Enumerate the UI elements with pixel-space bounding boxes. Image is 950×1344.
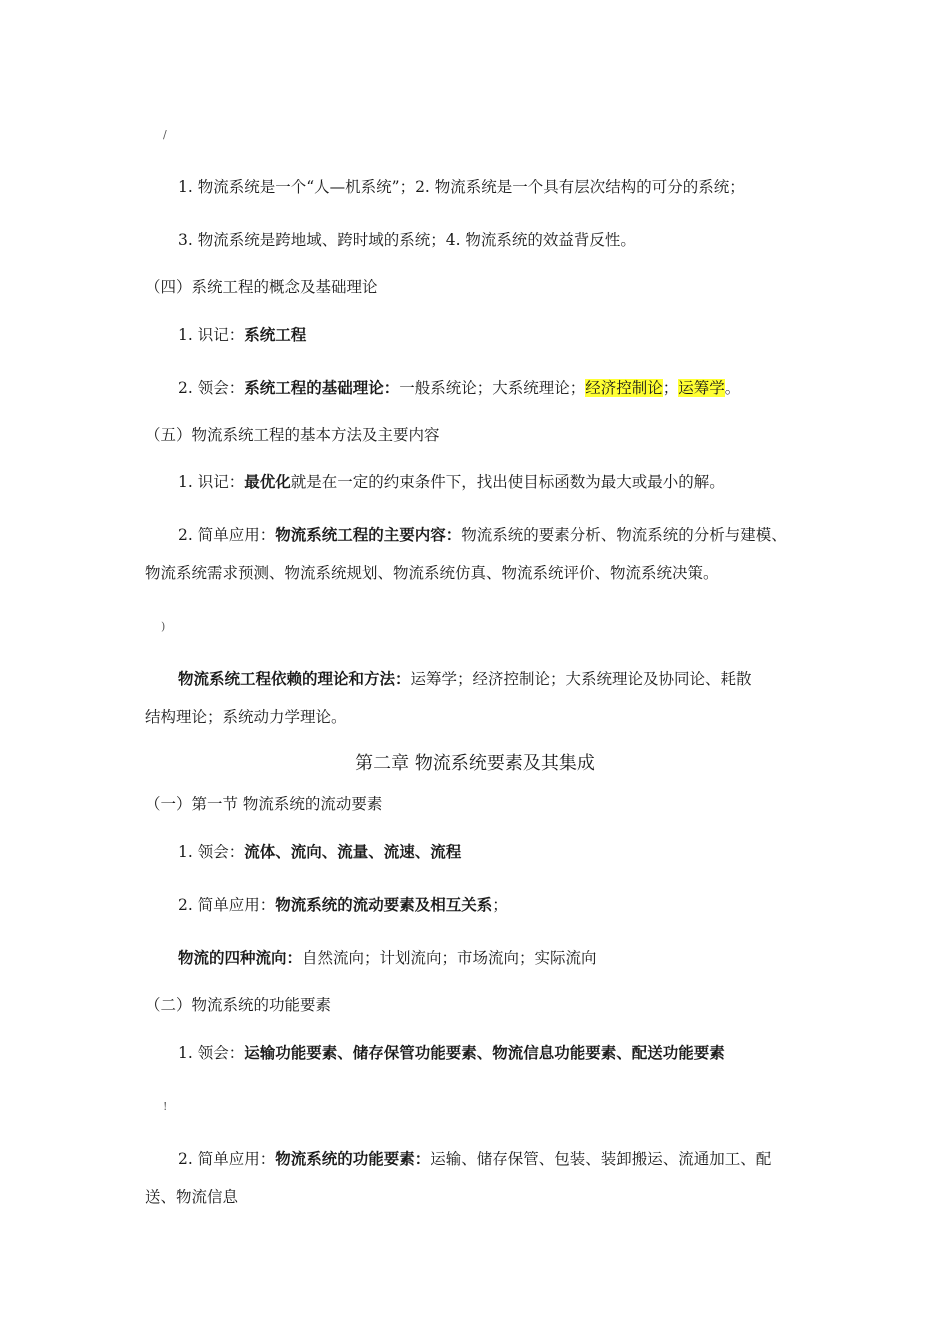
paragraph-flow-relations: 2. 简单应用：物流系统的流动要素及相互关系； [178, 895, 508, 914]
highlight-economic-control: 经济控制论 [585, 379, 663, 397]
stray-mark: ! [163, 1100, 168, 1113]
paragraph-function-elements: 1. 领会：运输功能要素、储存保管功能要素、物流信息功能要素、配送功能要素 [178, 1043, 725, 1062]
highlight-operations-research: 运筹学 [678, 379, 725, 397]
paragraph-theories-methods-line-2: 结构理论；系统动力学理论。 [145, 708, 347, 726]
paragraph-function-list-line-2: 送、物流信息 [145, 1188, 239, 1206]
paragraph-optimization: 1. 识记：最优化就是在一定的约束条件下，找出使目标函数为最大或最小的解。 [178, 472, 725, 491]
section-heading-4: （四）系统工程的概念及基础理论 [145, 278, 378, 296]
stray-mark: / [163, 128, 167, 141]
stray-mark: ) [161, 620, 166, 633]
paragraph-main-content-line-2: 物流系统需求预测、物流系统规划、物流系统仿真、物流系统评价、物流系统决策。 [145, 564, 719, 582]
paragraph-flow-elements: 1. 领会：流体、流向、流量、流速、流程 [178, 842, 462, 861]
paragraph-memorize-system-engineering: 1. 识记：系统工程 [178, 325, 307, 344]
chapter-title: 第二章 物流系统要素及其集成 [355, 753, 595, 774]
paragraph-four-flow-directions: 物流的四种流向：自然流向；计划流向；市场流向；实际流向 [178, 948, 597, 967]
paragraph-characteristics-1: 1. 物流系统是一个“人—机系统”；2. 物流系统是一个具有层次结构的可分的系统； [178, 178, 745, 196]
paragraph-function-list-line-1: 2. 简单应用：物流系统的功能要素：运输、储存保管、包装、装卸搬运、流通加工、配 [178, 1149, 772, 1168]
paragraph-basic-theories: 2. 领会：系统工程的基础理论：一般系统论；大系统理论；经济控制论；运筹学。 [178, 378, 741, 397]
paragraph-main-content-line-1: 2. 简单应用：物流系统工程的主要内容：物流系统的要素分析、物流系统的分析与建模、 [178, 525, 787, 544]
section-heading-1: （一）第一节 物流系统的流动要素 [145, 795, 383, 813]
section-heading-2: （二）物流系统的功能要素 [145, 996, 332, 1014]
paragraph-theories-methods-line-1: 物流系统工程依赖的理论和方法：运筹学；经济控制论；大系统理论及协同论、耗散 [178, 669, 752, 688]
section-heading-5: （五）物流系统工程的基本方法及主要内容 [145, 426, 440, 444]
paragraph-characteristics-2: 3. 物流系统是跨地域、跨时域的系统；4. 物流系统的效益背反性。 [178, 231, 636, 249]
